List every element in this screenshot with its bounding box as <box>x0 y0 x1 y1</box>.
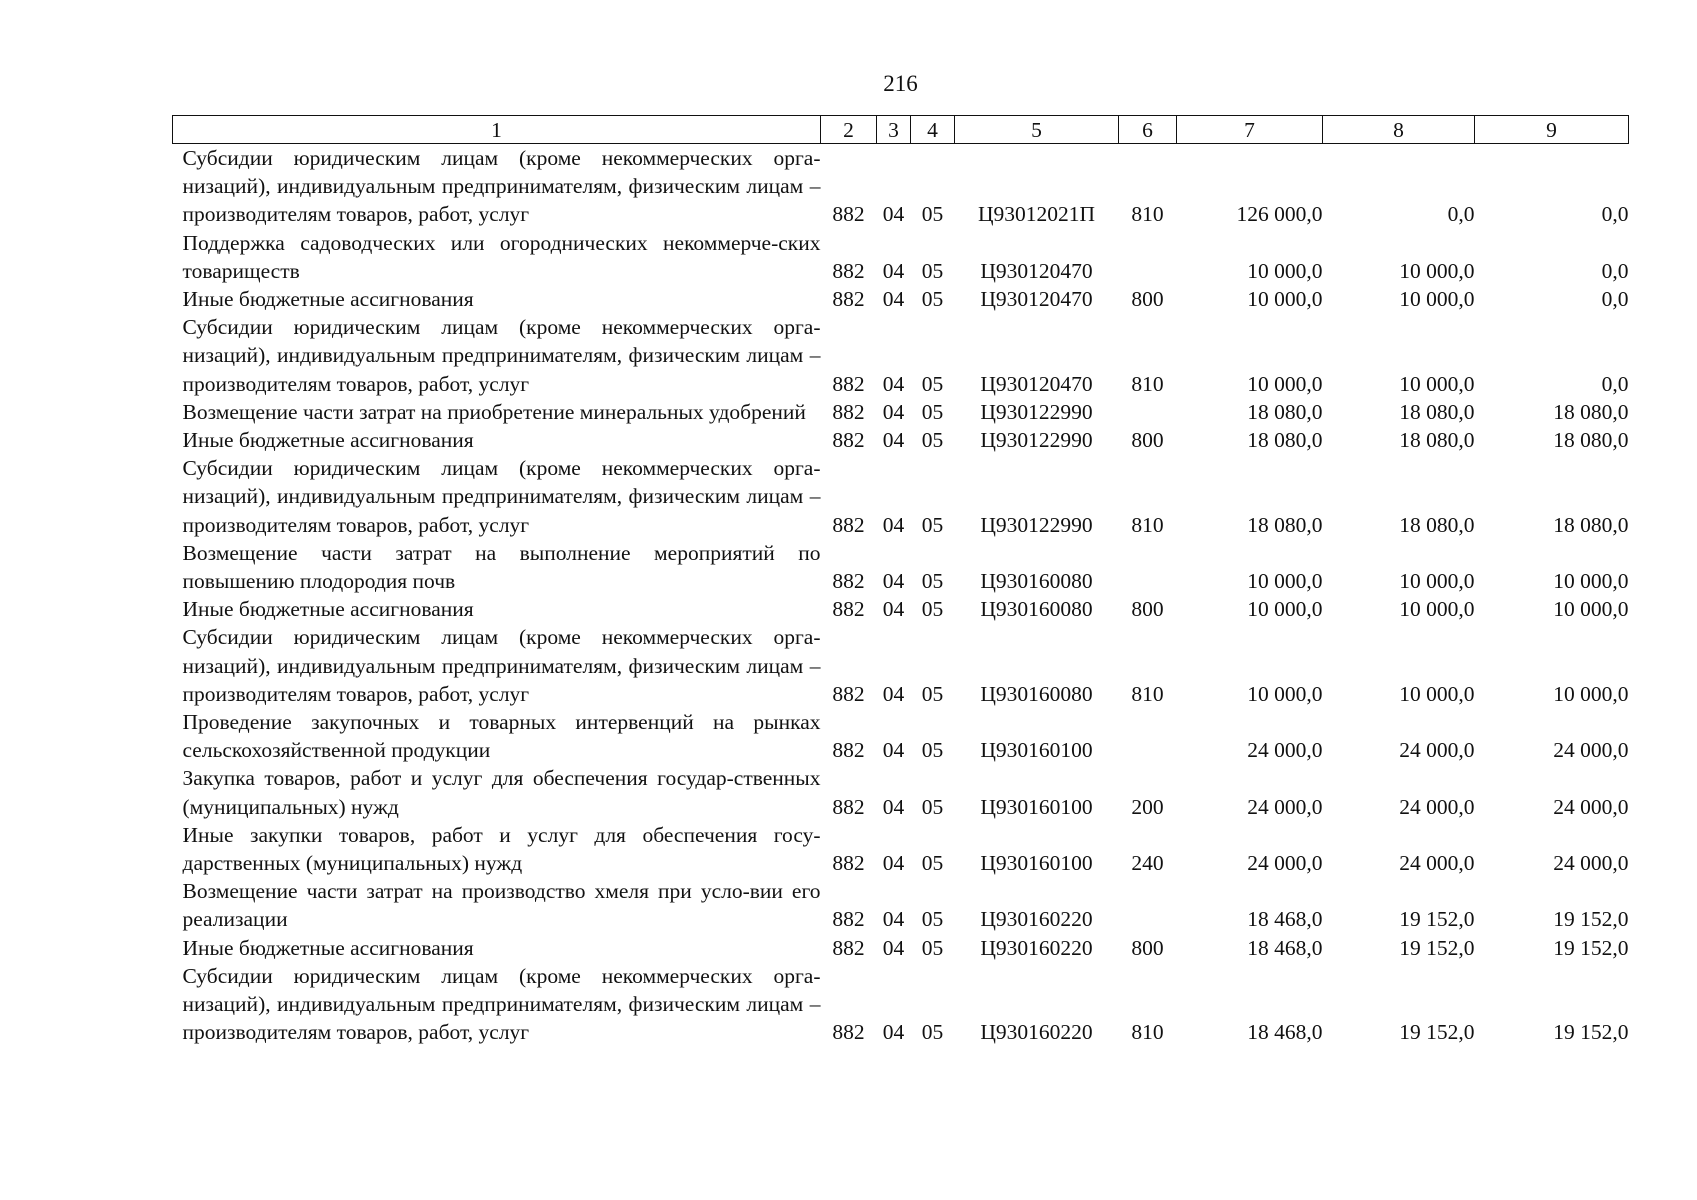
row-amount-col8: 24 000,0 <box>1399 851 1475 876</box>
row-grbs-code: 882 <box>832 287 865 312</box>
row-target-article: Ц930160100 <box>980 851 1093 876</box>
row-section-code: 04 <box>882 794 905 819</box>
row-name: Субсидии юридическим лицам (кроме некоммерческих орга-низаций), индивидуальным предпринимателям, физическим лицам – производителям товаров, работ, услуг <box>182 625 821 706</box>
row-subsection-code: 05 <box>921 258 944 283</box>
table-row <box>173 595 1629 623</box>
row-amount-col9: 10 000,0 <box>1553 681 1629 706</box>
row-target-article: Ц930120470 <box>980 258 1093 283</box>
row-name: Субсидии юридическим лицам (кроме некоммерческих орга-низаций), индивидуальным предпринимателям, физическим лицам – производителям товаров, работ, услуг <box>182 963 821 1045</box>
row-expense-type <box>1119 398 1177 426</box>
table-row <box>173 764 1629 820</box>
row-grbs-code: 882 <box>832 428 865 453</box>
row-name: Закупка товаров, работ и услуг для обеспечения государ-ственных (муниципальных) нужд <box>182 766 821 819</box>
row-grbs-code: 882 <box>832 399 865 424</box>
row-amount-col7: 18 080,0 <box>1247 399 1323 424</box>
row-amount-col9: 18 080,0 <box>1553 512 1629 537</box>
header-col-2: 2 <box>821 116 877 144</box>
row-expense-type: 810 <box>1131 202 1164 227</box>
row-section-code: 04 <box>882 399 905 424</box>
row-amount-col9: 0,0 <box>1601 202 1629 227</box>
row-amount-col9: 19 152,0 <box>1553 907 1629 932</box>
row-name: Иные бюджетные ассигнования <box>182 935 474 960</box>
row-amount-col8: 10 000,0 <box>1399 371 1475 396</box>
header-col-6: 6 <box>1119 116 1177 144</box>
budget-table <box>172 115 1629 1047</box>
row-subsection-code: 05 <box>921 287 944 312</box>
table-row <box>173 877 1629 933</box>
row-amount-col8: 10 000,0 <box>1399 569 1475 594</box>
row-amount-col8: 19 152,0 <box>1399 1020 1475 1045</box>
row-grbs-code: 882 <box>832 512 865 537</box>
row-section-code: 04 <box>882 1020 905 1045</box>
row-amount-col9: 24 000,0 <box>1553 794 1629 819</box>
row-grbs-code: 882 <box>832 597 865 622</box>
row-grbs-code: 882 <box>832 907 865 932</box>
row-target-article: Ц930160080 <box>980 569 1093 594</box>
row-amount-col7: 10 000,0 <box>1247 569 1323 594</box>
header-col-5: 5 <box>955 116 1119 144</box>
row-target-article: Ц930160220 <box>980 935 1093 960</box>
table-row <box>173 229 1629 285</box>
row-section-code: 04 <box>882 569 905 594</box>
row-section-code: 04 <box>882 935 905 960</box>
row-amount-col9: 0,0 <box>1601 287 1629 312</box>
row-expense-type: 800 <box>1131 597 1164 622</box>
table-row <box>173 454 1629 539</box>
row-subsection-code: 05 <box>921 512 944 537</box>
row-name: Субсидии юридическим лицам (кроме некоммерческих орга-низаций), индивидуальным предпринимателям, физическим лицам – производителям товаров, работ, услуг <box>182 456 821 537</box>
row-section-code: 04 <box>882 681 905 706</box>
row-subsection-code: 05 <box>921 371 944 396</box>
row-amount-col7: 18 468,0 <box>1247 1020 1323 1045</box>
row-name: Проведение закупочных и товарных интервенций на рынках сельскохозяйственной продукции <box>182 710 821 763</box>
table-row <box>173 708 1629 764</box>
row-expense-type <box>1119 539 1177 595</box>
table-row <box>173 313 1629 398</box>
row-subsection-code: 05 <box>921 399 944 424</box>
row-expense-type <box>1119 229 1177 285</box>
row-target-article: Ц930160080 <box>980 597 1093 622</box>
row-amount-col9: 19 152,0 <box>1553 1020 1629 1045</box>
row-amount-col7: 10 000,0 <box>1247 597 1323 622</box>
row-target-article: Ц930122990 <box>980 428 1093 453</box>
row-target-article: Ц930120470 <box>980 371 1093 396</box>
table-row <box>173 623 1629 708</box>
table-row <box>173 934 1629 962</box>
row-grbs-code: 882 <box>832 258 865 283</box>
row-amount-col7: 24 000,0 <box>1247 851 1323 876</box>
row-expense-type <box>1119 877 1177 933</box>
table-row <box>173 398 1629 426</box>
row-subsection-code: 05 <box>921 202 944 227</box>
row-amount-col8: 18 080,0 <box>1399 512 1475 537</box>
row-name: Возмещение части затрат на выполнение мероприятий по повышению плодородия почв <box>182 540 821 594</box>
table-row <box>173 821 1629 877</box>
row-grbs-code: 882 <box>832 851 865 876</box>
row-name: Иные бюджетные ассигнования <box>182 287 474 312</box>
table-row <box>173 426 1629 454</box>
row-name: Иные бюджетные ассигнования <box>182 597 474 622</box>
row-target-article: Ц930160080 <box>980 681 1093 706</box>
row-section-code: 04 <box>882 512 905 537</box>
row-target-article: Ц930122990 <box>980 399 1093 424</box>
row-amount-col7: 18 080,0 <box>1247 512 1323 537</box>
row-amount-col7: 18 080,0 <box>1247 428 1323 453</box>
row-amount-col7: 24 000,0 <box>1247 794 1323 819</box>
row-grbs-code: 882 <box>832 794 865 819</box>
row-subsection-code: 05 <box>921 794 944 819</box>
row-amount-col9: 24 000,0 <box>1553 738 1629 763</box>
row-target-article: Ц930160100 <box>980 738 1093 763</box>
row-section-code: 04 <box>882 907 905 932</box>
row-amount-col8: 10 000,0 <box>1399 681 1475 706</box>
row-subsection-code: 05 <box>921 851 944 876</box>
row-name: Иные бюджетные ассигнования <box>182 428 474 453</box>
row-target-article: Ц930160100 <box>980 794 1093 819</box>
row-grbs-code: 882 <box>832 371 865 396</box>
row-grbs-code: 882 <box>832 681 865 706</box>
row-amount-col7: 10 000,0 <box>1247 258 1323 283</box>
row-section-code: 04 <box>882 202 905 227</box>
row-amount-col9: 0,0 <box>1601 258 1629 283</box>
row-amount-col9: 24 000,0 <box>1553 851 1629 876</box>
row-target-article: Ц930122990 <box>980 512 1093 537</box>
row-amount-col7: 24 000,0 <box>1247 738 1323 763</box>
row-name: Иные закупки товаров, работ и услуг для обеспечения госу-дарственных (муниципальных) нужд <box>182 822 821 876</box>
row-expense-type <box>1119 708 1177 764</box>
row-amount-col8: 10 000,0 <box>1399 258 1475 283</box>
row-amount-col8: 18 080,0 <box>1399 399 1475 424</box>
row-section-code: 04 <box>882 597 905 622</box>
row-name: Возмещение части затрат на приобретение минеральных удобрений <box>182 399 806 424</box>
row-grbs-code: 882 <box>832 738 865 763</box>
row-expense-type: 810 <box>1131 371 1164 396</box>
row-subsection-code: 05 <box>921 907 944 932</box>
row-amount-col8: 0,0 <box>1447 202 1475 227</box>
row-amount-col9: 10 000,0 <box>1553 597 1629 622</box>
page-number: 216 <box>883 71 918 96</box>
row-expense-type: 810 <box>1131 1020 1164 1045</box>
row-grbs-code: 882 <box>832 935 865 960</box>
row-grbs-code: 882 <box>832 1020 865 1045</box>
row-subsection-code: 05 <box>921 681 944 706</box>
row-amount-col9: 18 080,0 <box>1553 399 1629 424</box>
row-name: Возмещение части затрат на производство хмеля при усло-вии его реализации <box>182 879 821 932</box>
row-amount-col8: 24 000,0 <box>1399 738 1475 763</box>
row-name: Поддержка садоводческих или огороднических некоммерче-ских товариществ <box>182 230 821 283</box>
row-subsection-code: 05 <box>921 738 944 763</box>
table-row <box>173 962 1629 1047</box>
row-amount-col8: 19 152,0 <box>1399 935 1475 960</box>
row-subsection-code: 05 <box>921 428 944 453</box>
row-target-article: Ц930120470 <box>980 287 1093 312</box>
row-target-article: Ц930160220 <box>980 1020 1093 1045</box>
row-subsection-code: 05 <box>921 935 944 960</box>
row-target-article: Ц930160220 <box>980 907 1093 932</box>
row-amount-col8: 24 000,0 <box>1399 794 1475 819</box>
row-amount-col7: 10 000,0 <box>1247 681 1323 706</box>
header-col-3: 3 <box>877 116 911 144</box>
row-amount-col7: 18 468,0 <box>1247 907 1323 932</box>
header-col-7: 7 <box>1177 116 1323 144</box>
row-subsection-code: 05 <box>921 597 944 622</box>
row-subsection-code: 05 <box>921 569 944 594</box>
row-grbs-code: 882 <box>832 202 865 227</box>
row-section-code: 04 <box>882 851 905 876</box>
row-section-code: 04 <box>882 258 905 283</box>
row-amount-col8: 10 000,0 <box>1399 597 1475 622</box>
row-amount-col7: 10 000,0 <box>1247 371 1323 396</box>
row-target-article: Ц93012021П <box>977 202 1096 227</box>
row-expense-type: 810 <box>1131 681 1164 706</box>
row-amount-col9: 18 080,0 <box>1553 428 1629 453</box>
row-expense-type: 200 <box>1131 794 1164 819</box>
row-section-code: 04 <box>882 371 905 396</box>
row-name: Субсидии юридическим лицам (кроме некоммерческих орга-низаций), индивидуальным предпринимателям, физическим лицам – производителям товаров, работ, услуг <box>182 315 821 396</box>
row-amount-col9: 19 152,0 <box>1553 935 1629 960</box>
row-subsection-code: 05 <box>921 1020 944 1045</box>
row-section-code: 04 <box>882 738 905 763</box>
table-header <box>173 116 1629 144</box>
header-col-9: 9 <box>1475 116 1629 144</box>
header-col-8: 8 <box>1323 116 1475 144</box>
row-amount-col8: 19 152,0 <box>1399 907 1475 932</box>
row-name: Субсидии юридическим лицам (кроме некоммерческих орга-низаций), индивидуальным предпринимателям, физическим лицам – производителям товаров, работ, услуг <box>182 146 821 227</box>
row-expense-type: 810 <box>1131 512 1164 537</box>
row-amount-col8: 10 000,0 <box>1399 287 1475 312</box>
row-section-code: 04 <box>882 287 905 312</box>
row-amount-col7: 18 468,0 <box>1247 935 1323 960</box>
row-expense-type: 800 <box>1131 935 1164 960</box>
row-amount-col9: 10 000,0 <box>1553 569 1629 594</box>
table-row <box>173 285 1629 313</box>
row-amount-col9: 0,0 <box>1601 371 1629 396</box>
row-amount-col8: 18 080,0 <box>1399 428 1475 453</box>
row-section-code: 04 <box>882 428 905 453</box>
header-row <box>173 116 1629 144</box>
row-expense-type: 240 <box>1131 851 1164 876</box>
row-expense-type: 800 <box>1131 428 1164 453</box>
row-amount-col7: 126 000,0 <box>1236 202 1323 227</box>
row-grbs-code: 882 <box>832 569 865 594</box>
row-amount-col7: 10 000,0 <box>1247 287 1323 312</box>
row-expense-type: 800 <box>1131 287 1164 312</box>
table-row <box>173 539 1629 595</box>
table-row <box>173 144 1629 229</box>
table-body <box>173 144 1629 1047</box>
header-col-4: 4 <box>911 116 955 144</box>
header-col-1: 1 <box>173 116 821 144</box>
